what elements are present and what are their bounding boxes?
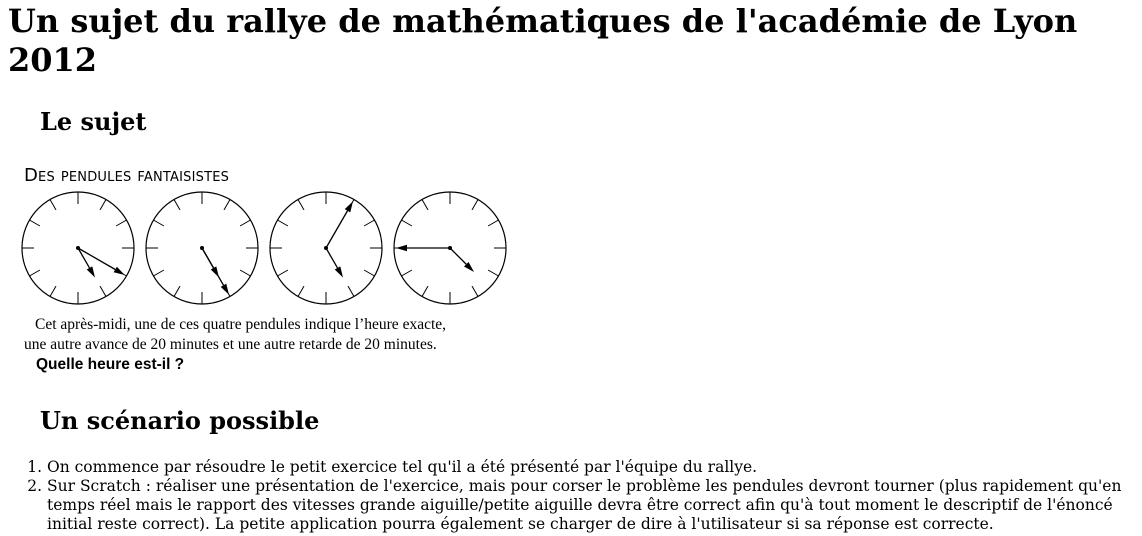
hour-hand-arrowhead: [335, 266, 343, 277]
hour-tick: [488, 270, 498, 276]
clock-2: [146, 192, 258, 304]
hour-tick: [100, 200, 106, 210]
hour-tick: [298, 200, 304, 210]
clock-center: [200, 246, 204, 250]
clock-center: [76, 246, 80, 250]
hour-tick: [298, 286, 304, 296]
hour-tick: [174, 286, 180, 296]
hour-tick: [278, 270, 288, 276]
hour-tick: [50, 200, 56, 210]
hour-tick: [224, 200, 230, 210]
minute-hand-shaft: [202, 248, 224, 285]
scenario-steps-list: [0, 458, 1142, 534]
clock-1: [22, 192, 134, 304]
scenario-step: 2. Sur Scratch : réaliser une présentation de l'exercice, mais pour corser le problème les pendules devront tourner (plus rapidement qu'en temps réel mais le rapport des vitesses grande aiguille/petite aiguille devra être correct afin qu'à tout moment le descriptif de l'énoncé initial reste correct). La petite application pourra également se charger de dire à l'utilisateur si sa réponse est correcte.: [47, 477, 1142, 534]
clock-3: [270, 192, 382, 304]
clocks-illustration: [20, 188, 520, 308]
hour-tick: [422, 200, 428, 210]
minute-hand-arrowhead: [345, 201, 353, 212]
hour-tick: [30, 220, 40, 226]
problem-figure: [20, 160, 520, 376]
hour-tick: [472, 286, 478, 296]
clock-4: [394, 192, 506, 304]
figure-title: Des pendules fantaisistes: [24, 165, 230, 186]
hour-tick: [240, 220, 250, 226]
section-heading-scenario: Un scénario possible: [40, 406, 320, 435]
minute-hand-arrowhead: [221, 284, 229, 295]
minute-hand-shaft: [326, 211, 348, 248]
minute-hand-arrowhead: [114, 267, 125, 275]
clock-center: [448, 246, 452, 250]
hour-tick: [30, 270, 40, 276]
hour-tick: [116, 220, 126, 226]
hour-tick: [278, 220, 288, 226]
hour-tick: [348, 286, 354, 296]
page-title: Un sujet du rallye de mathématiques de l'académie de Lyon 2012: [8, 2, 1078, 79]
hour-tick: [100, 286, 106, 296]
hour-hand-arrowhead: [87, 266, 95, 277]
hour-tick: [364, 270, 374, 276]
hour-tick: [154, 220, 164, 226]
problem-statement: [24, 315, 514, 355]
hour-tick: [364, 220, 374, 226]
hour-hand-shaft: [326, 248, 338, 268]
hour-tick: [402, 270, 412, 276]
hour-tick: [240, 270, 250, 276]
hour-tick: [50, 286, 56, 296]
problem-question: Quelle heure est-il ?: [36, 356, 185, 373]
problem-statement-line-2: une autre avance de 20 minutes et une autre retarde de 20 minutes.: [24, 336, 437, 353]
scenario-step: 1. On commence par résoudre le petit exercice tel qu'il a été présenté par l'équipe du rallye.: [47, 458, 1142, 477]
hour-tick: [402, 220, 412, 226]
hour-tick: [174, 200, 180, 210]
hour-tick: [488, 220, 498, 226]
hour-tick: [154, 270, 164, 276]
section-heading-sujet: Le sujet: [40, 107, 147, 136]
hour-tick: [422, 286, 428, 296]
minute-hand-arrowhead: [396, 245, 407, 251]
hour-tick: [472, 200, 478, 210]
clock-center: [324, 246, 328, 250]
problem-statement-line-1: Cet après-midi, une de ces quatre pendules indique l’heure exacte,: [35, 316, 447, 333]
hour-hand-shaft: [450, 248, 466, 264]
